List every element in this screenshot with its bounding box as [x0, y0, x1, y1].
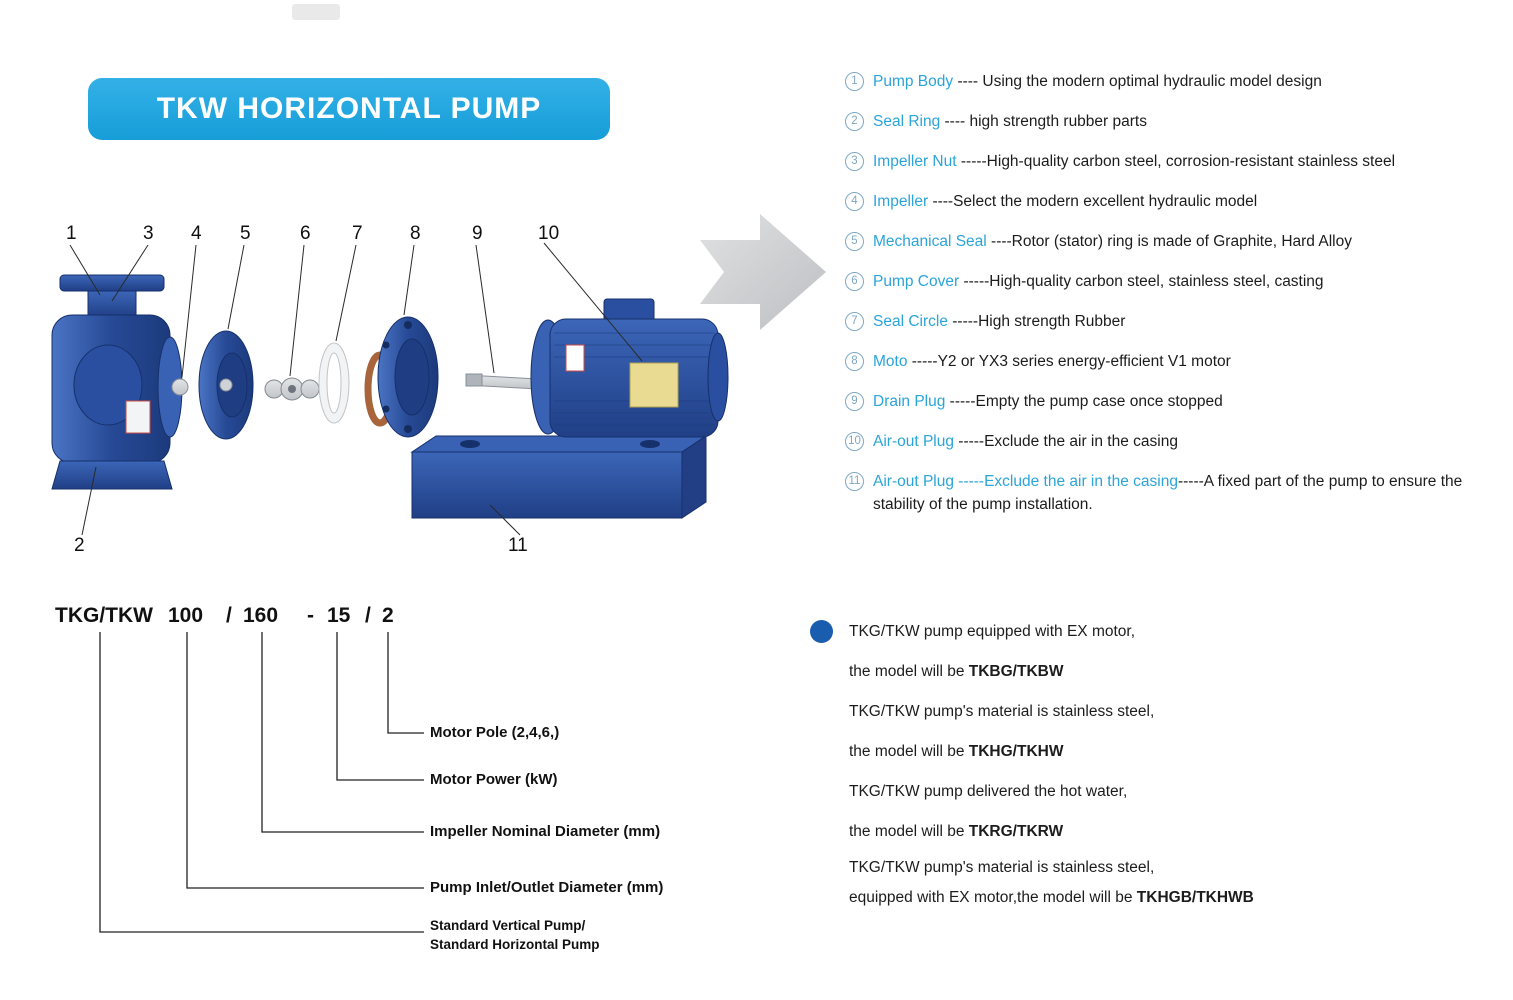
part-description: -----High-quality carbon steel, stainless steel, casting: [959, 273, 1324, 290]
exploded-pump-diagram: [30, 205, 770, 580]
part-name: Drain Plug: [873, 393, 946, 410]
note-code: TKG/TKW: [849, 703, 920, 720]
part-number-badge: 5: [845, 232, 864, 251]
part-text: [873, 470, 1493, 516]
model-code-impeller: 160: [243, 604, 279, 627]
note-model-code: TKRG/TKRW: [968, 823, 1064, 840]
note-line: [849, 660, 1429, 684]
part-list-item: [845, 430, 1493, 453]
part-text: [873, 190, 1493, 213]
part-name: Pump Cover: [873, 273, 960, 290]
part-description: ---- high strength rubber parts: [940, 113, 1147, 130]
note-line: [849, 780, 1429, 804]
part-number-badge: 3: [845, 152, 864, 171]
part-list-item: [845, 190, 1493, 213]
part-text: [873, 350, 1493, 373]
part-number-badge: 9: [845, 392, 864, 411]
part-text: [873, 390, 1493, 413]
note-line: [849, 740, 1429, 764]
part-text: [873, 150, 1493, 173]
part-list-item: [845, 230, 1493, 253]
note-code: TKG/TKW: [849, 783, 920, 800]
part-list-item: [845, 110, 1493, 133]
page-title: TKW HORIZONTAL PUMP: [156, 92, 542, 125]
note-text: pump's material is stainless steel,: [919, 703, 1155, 720]
part-text: [873, 70, 1493, 93]
model-code-inlet: 100: [168, 604, 204, 627]
arrow-right-icon: [698, 208, 833, 343]
label-inlet-outlet: Pump Inlet/Outlet Diameter (mm): [430, 879, 664, 896]
part-name: Seal Ring: [873, 113, 941, 130]
part-number-badge: 2: [845, 112, 864, 131]
pump-shaft: [466, 374, 538, 389]
note-model-code: TKBG/TKBW: [968, 663, 1064, 680]
part-description: -----High-quality carbon steel, corrosion-resistant stainless steel: [956, 153, 1396, 170]
print-artifact: [292, 4, 340, 20]
part-text: [873, 230, 1493, 253]
part-description: -----A fixed part of the pump to ensure the stability of the pump installation.: [873, 473, 1463, 513]
part-text: [873, 110, 1493, 133]
pump-body: [52, 275, 182, 489]
note-text: pump's material is stainless steel,: [919, 859, 1155, 876]
callout-6: 6: [300, 223, 311, 244]
model-code-slash: /: [226, 604, 232, 627]
base-frame: [412, 436, 706, 518]
part-list-item: [845, 350, 1493, 373]
note-model-code: TKHGB/TKHWB: [1136, 889, 1254, 906]
part-description: ---- Using the modern optimal hydraulic model design: [953, 73, 1322, 90]
parts-list: [845, 70, 1493, 533]
note-line: [849, 820, 1429, 844]
part-name: Mechanical Seal: [873, 233, 987, 250]
label-impeller-diameter: Impeller Nominal Diameter (mm): [430, 823, 661, 840]
part-list-item: [845, 270, 1493, 293]
note-code: TKG/TKW: [849, 859, 920, 876]
part-number-badge: 7: [845, 312, 864, 331]
callout-8: 8: [410, 223, 421, 244]
part-number-badge: 6: [845, 272, 864, 291]
model-code-power: 15: [327, 604, 351, 627]
part-name: Air-out Plug: [873, 433, 954, 450]
impeller: [199, 331, 253, 439]
part-number-badge: 10: [845, 432, 864, 451]
part-description: -----Y2 or YX3 series energy-efficient V1 motor: [907, 353, 1231, 370]
callout-10: 10: [538, 223, 560, 244]
label-standard-vertical: Standard Vertical Pump/: [430, 918, 586, 933]
label-motor-power: Motor Power (kW): [430, 771, 558, 788]
part-name: Moto: [873, 353, 908, 370]
part-number-badge: 11: [845, 472, 864, 491]
note-line: [849, 856, 1429, 880]
note-text: the model will be: [849, 743, 969, 760]
part-name: Impeller Nut: [873, 153, 957, 170]
model-code-dash: -: [307, 604, 314, 627]
callout-2: 2: [74, 535, 85, 556]
model-code-pole: 2: [382, 604, 394, 627]
part-description: ----Rotor (stator) ring is made of Graphite, Hard Alloy: [986, 233, 1352, 250]
part-list-item: [845, 390, 1493, 413]
part-name: Seal Circle: [873, 313, 948, 330]
impeller-nut: [172, 379, 188, 395]
part-list-item: [845, 310, 1493, 333]
part-description: -----High strength Rubber: [947, 313, 1126, 330]
label-standard-pump: [430, 916, 600, 954]
model-variant-notes: [849, 620, 1429, 926]
part-description: -----Exclude the air in the casing: [953, 433, 1178, 450]
callout-11: 11: [508, 535, 528, 556]
part-name: Air-out Plug -----Exclude the air in the casing: [873, 473, 1178, 490]
part-description: ----Select the modern excellent hydraulic model: [928, 193, 1258, 210]
pump-cover: [368, 317, 438, 437]
part-number-badge: 8: [845, 352, 864, 371]
part-number-badge: 1: [845, 72, 864, 91]
part-list-item: [845, 70, 1493, 93]
part-text: [873, 430, 1493, 453]
model-code-slash2: /: [365, 604, 371, 627]
label-standard-horizontal: Standard Horizontal Pump: [430, 937, 600, 952]
note-text: the model will be: [849, 823, 969, 840]
title-banner: [88, 78, 610, 140]
callout-3: 3: [143, 223, 154, 244]
note-code: TKG/TKW: [849, 623, 920, 640]
note-text: the model will be: [849, 663, 969, 680]
note-line: [849, 700, 1429, 724]
model-code-series: TKG/TKW: [55, 604, 153, 627]
part-description: -----Empty the pump case once stopped: [945, 393, 1223, 410]
part-name: Pump Body: [873, 73, 954, 90]
part-text: [873, 310, 1493, 333]
part-list-item: [845, 470, 1493, 516]
note-text: pump equipped with EX motor,: [919, 623, 1136, 640]
callout-4: 4: [191, 223, 202, 244]
callout-1: 1: [66, 223, 77, 244]
part-text: [873, 270, 1493, 293]
callout-7: 7: [352, 223, 363, 244]
seal-circle: [319, 343, 349, 423]
part-list-item: [845, 150, 1493, 173]
part-name: Impeller: [873, 193, 929, 210]
note-model-code: TKHG/TKHW: [968, 743, 1064, 760]
label-motor-pole: Motor Pole (2,4,6,): [430, 724, 560, 741]
part-number-badge: 4: [845, 192, 864, 211]
mechanical-seal: [265, 378, 319, 400]
bullet-icon: [810, 620, 833, 643]
callout-9: 9: [472, 223, 483, 244]
note-line: [849, 886, 1429, 910]
note-text: equipped with EX motor,the model will be: [849, 889, 1137, 906]
note-text: pump delivered the hot water,: [919, 783, 1128, 800]
note-line: [849, 620, 1429, 644]
callout-5: 5: [240, 223, 251, 244]
